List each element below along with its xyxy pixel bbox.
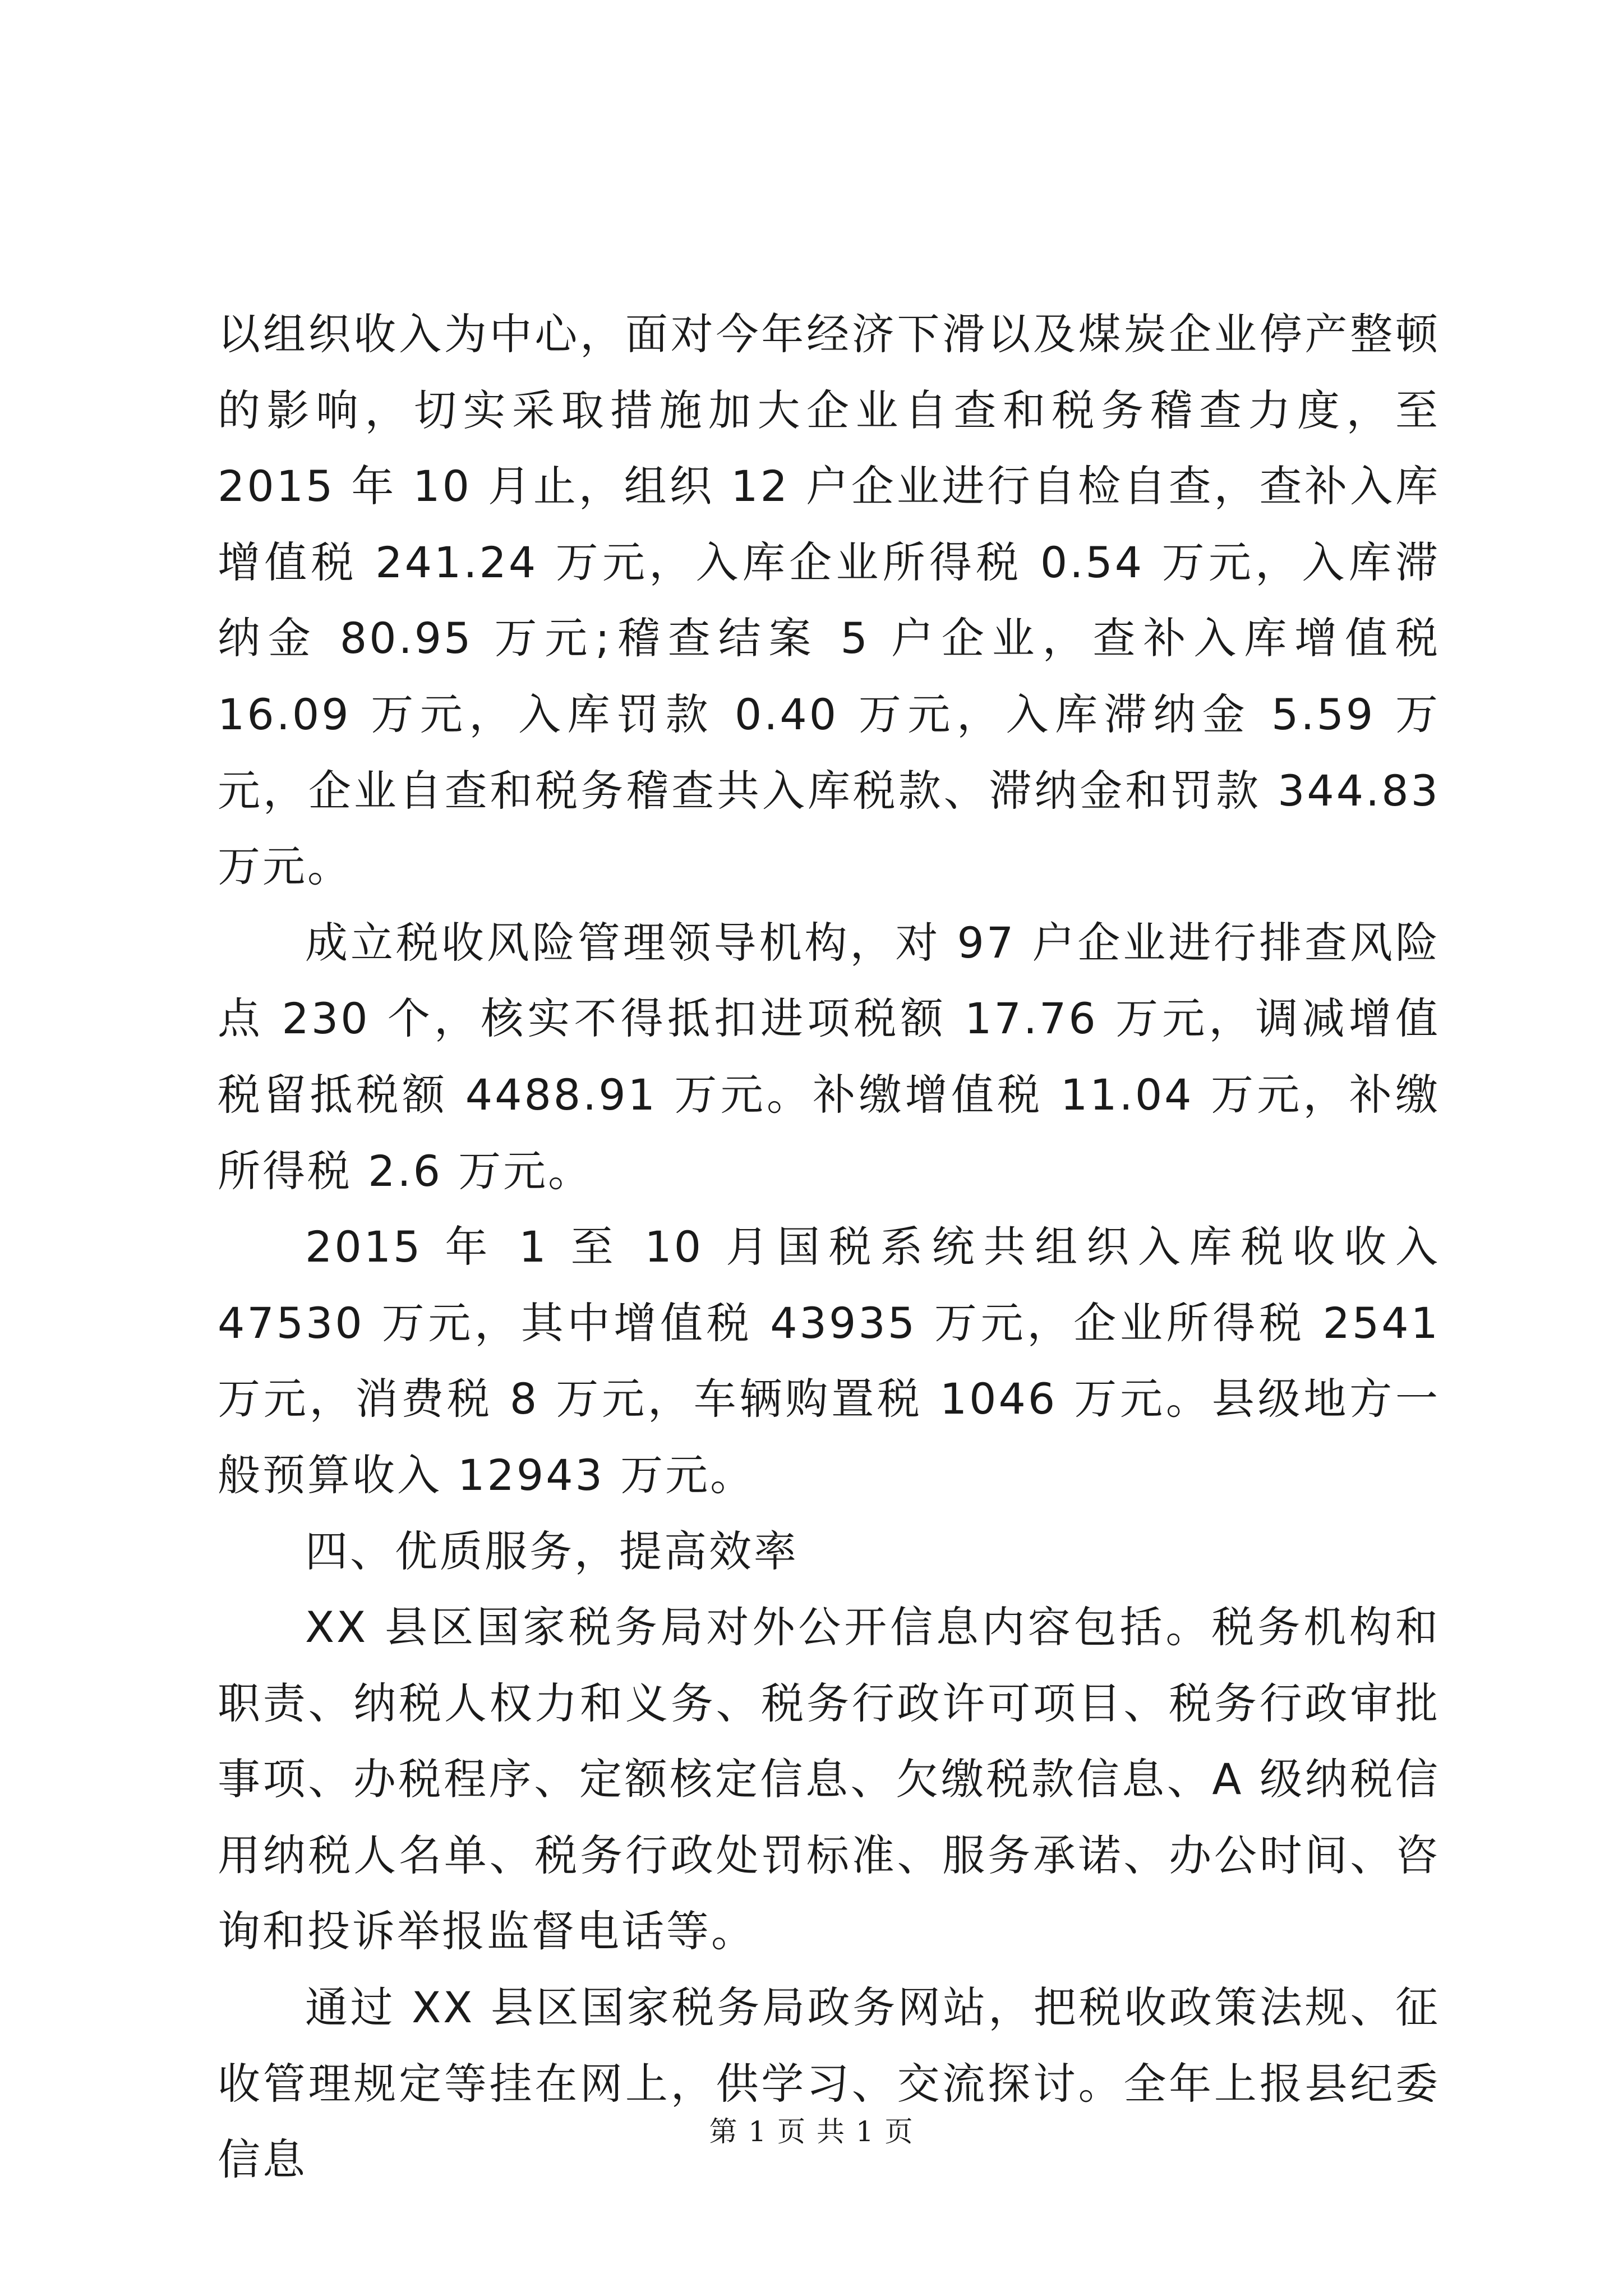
page-number-footer: 第 1 页 共 1 页 xyxy=(709,2115,914,2148)
paragraph-public-information: XX 县区国家税务局对外公开信息内容包括。税务机构和职责、纳税人权力和义务、税务行政许可项目、税务行政审批事项、办税程序、定额核定信息、欠缴税款信息、A 级纳税信用纳税人名单、税务行政处罚标准、服务承诺、办公时间、咨询和投诉举报监督电话等。 xyxy=(218,1602,1440,1957)
paragraph-risk-management: 成立税收风险管理领导机构，对 97 户企业进行排查风险点 230 个，核实不得抵扣进项税额 17.76 万元，调减增值税留抵税额 4488.91 万元。补缴增值税 11.04 万元，补缴所得税 2.6 万元。 xyxy=(218,917,1440,1196)
paragraph-government-website: 通过 XX 县区国家税务局政务网站，把税收政策法规、征收管理规定等挂在网上，供学习、交流探讨。全年上报县纪委信息 xyxy=(218,1982,1440,2185)
section-heading: 四、优质服务，提高效率 xyxy=(305,1526,799,1576)
paragraph-tax-audit: 以组织收入为中心，面对今年经济下滑以及煤炭企业停产整顿的影响，切实采取措施加大企业自查和税务稽查力度，至 2015 年 10 月止，组织 12 户企业进行自检自查，查补入库增值税 241.24 万元，入库企业所得税 0.54 万元，入库滞纳金 80.95 万元;稽查结案 5 户企业，查补入库增值税 16.09 万元，入库罚款 0.40 万元，入库滞纳金 5.59 万元，企业自查和税务稽查共入库税款、滞纳金和罚款 344.83 万元。 xyxy=(218,309,1440,892)
paragraph-tax-revenue: 2015 年 1 至 10 月国税系统共组织入库税收收入 47530 万元，其中增值税 43935 万元，企业所得税 2541 万元，消费税 8 万元，车辆购置税 1046 万元。县级地方一般预算收入 12943 万元。 xyxy=(218,1222,1440,1500)
document-body xyxy=(218,296,1440,2198)
